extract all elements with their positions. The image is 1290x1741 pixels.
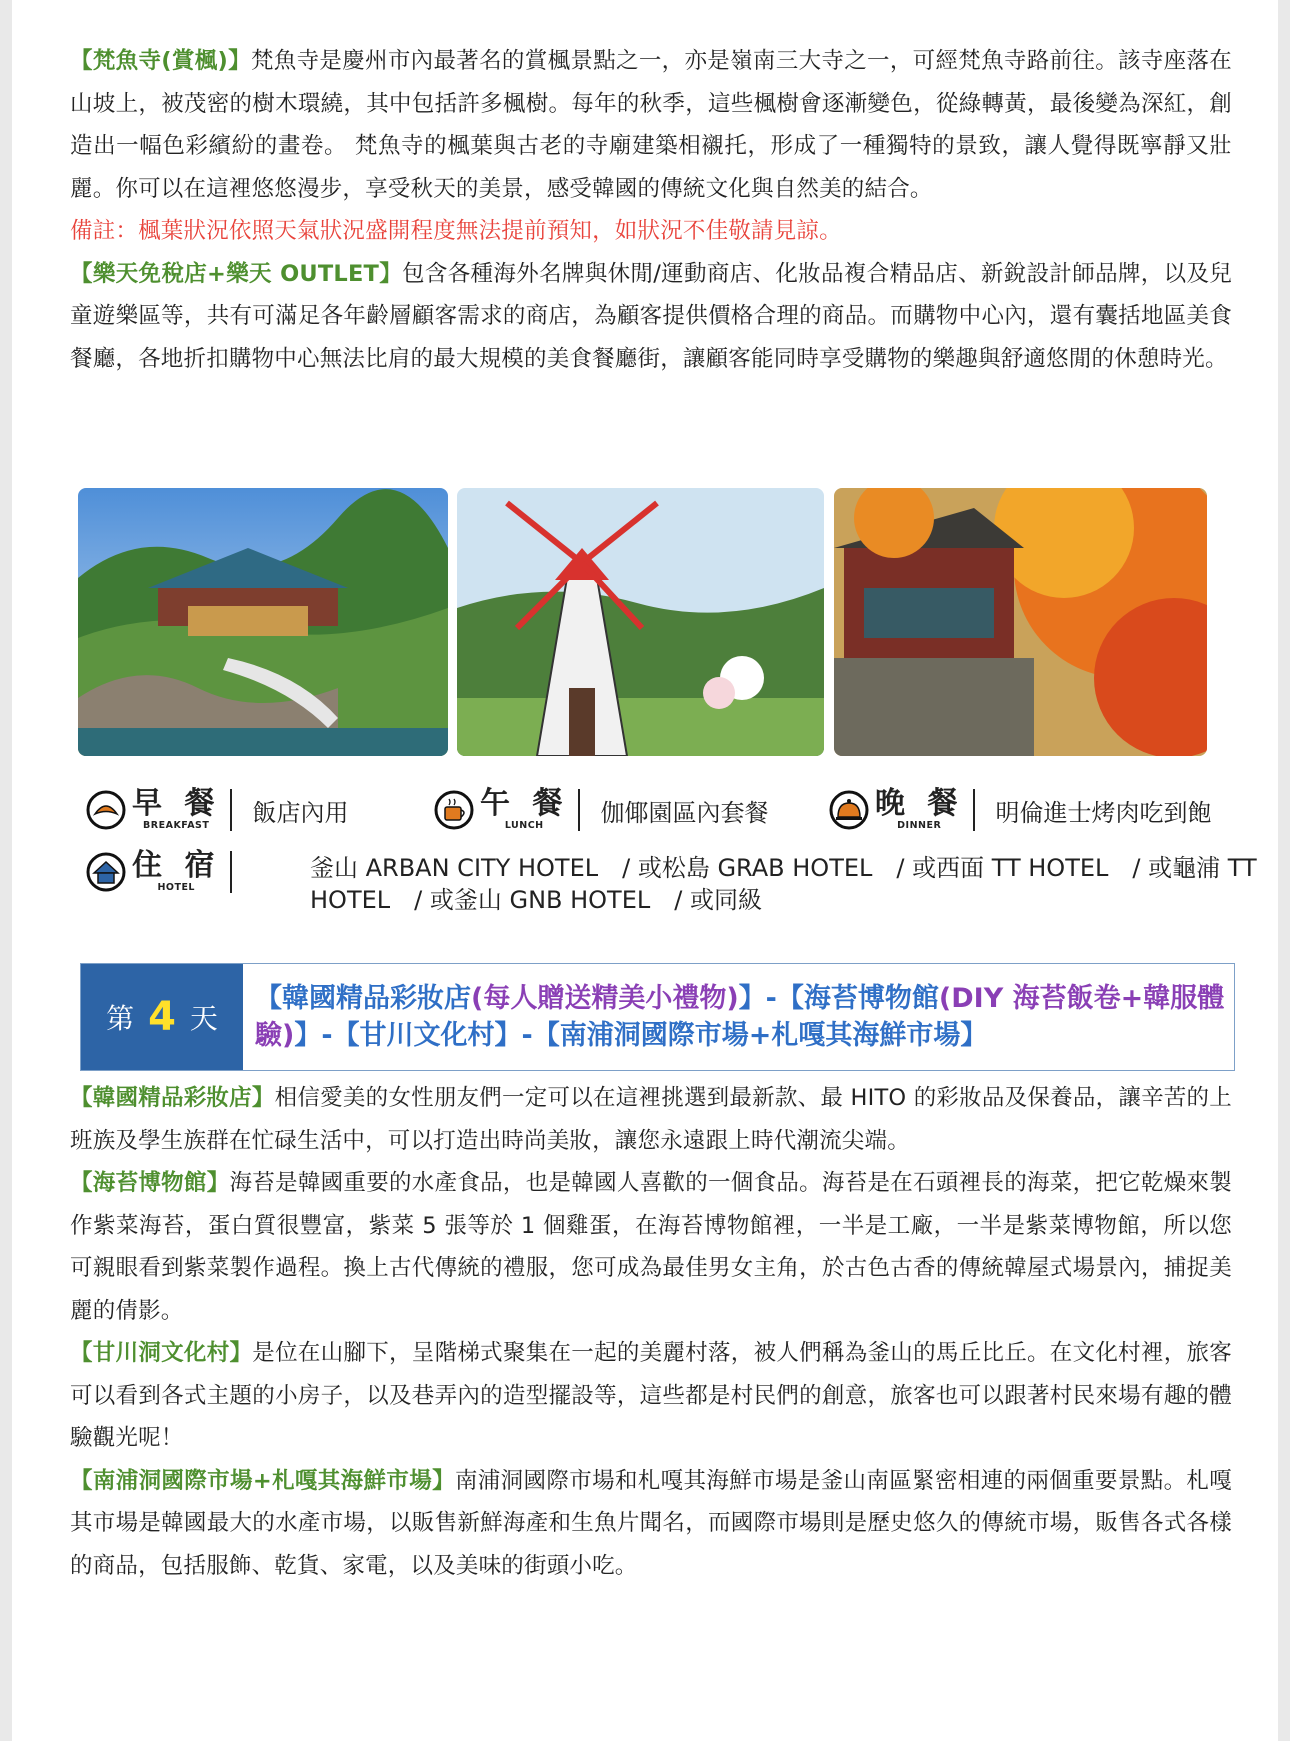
note-foliage: 備註：楓葉狀況依照天氣狀況盛開程度無法提前預知，如狀況不佳敬請見諒。 bbox=[70, 218, 842, 244]
paragraph-gamcheon bbox=[70, 1332, 1232, 1460]
dinner-row bbox=[829, 788, 1211, 832]
day-title bbox=[255, 980, 1227, 1054]
divider bbox=[230, 789, 232, 831]
breakfast-row bbox=[86, 788, 348, 832]
paragraph-lotte bbox=[70, 253, 1232, 381]
tag-lotte: 【樂天免稅店+樂天 OUTLET】 bbox=[70, 260, 403, 287]
day-banner bbox=[80, 963, 1235, 1071]
paragraph-cosmetics bbox=[70, 1077, 1232, 1162]
photo-autumn-temple bbox=[834, 488, 1207, 756]
paragraph-beomeosa bbox=[70, 40, 1232, 210]
meals-section bbox=[74, 786, 1257, 928]
hotel-text: 釜山 ARBAN CITY HOTEL / 或松島 GRAB HOTEL / 或西面 TT HOTEL / 或龜浦 TT HOTEL / 或釜山 GNB HOTEL / 或同級 bbox=[310, 854, 1257, 914]
hotel-badge bbox=[86, 850, 220, 894]
photo-strip bbox=[78, 488, 1226, 758]
lunch-title: 午 餐 bbox=[480, 786, 569, 821]
coffee-cup-icon bbox=[434, 790, 474, 830]
photo-windmill bbox=[457, 488, 824, 756]
divider bbox=[230, 851, 232, 893]
breakfast-en: BREAKFAST bbox=[143, 820, 210, 831]
house-icon bbox=[86, 852, 126, 892]
dinner-title: 晚 餐 bbox=[875, 786, 964, 821]
hotel-title: 住 宿 bbox=[132, 848, 221, 883]
hotel-row bbox=[86, 850, 252, 894]
intro-section bbox=[70, 40, 1232, 380]
divider bbox=[973, 789, 975, 831]
text-market: 南浦洞國際市場和札嘎其海鮮市場是釜山南區緊密相連的兩個重要景點。札嘎其市場是韓國最大的水產市場，以販售新鮮海產和生魚片聞名，而國際市場則是歷史悠久的傳統市場，販售各式各樣的商品，包括服飾、乾貨、家電，以及美味的街頭小吃。 bbox=[70, 1467, 1232, 1579]
lunch-row bbox=[434, 788, 768, 832]
day-title-part1: 【韓國精品彩妝店 bbox=[255, 983, 471, 1014]
tag-beomeosa: 【梵魚寺(賞楓)】 bbox=[70, 48, 251, 74]
text-seaweed: 海苔是韓國重要的水產食品，也是韓國人喜歡的一個食品。海苔是在石頭裡長的海菜，把它乾燥來製作紫菜海苔，蛋白質很豐富，紫菜 5 張等於 1 個雞蛋，在海苔博物館裡，一半是工廠，一半是紫菜博物館，所以您可親眼看到紫菜製作過程。換上古代傳統的禮服，您可成為最佳男女主角，於古色古香的傳統韓屋式場景內，捕捉美麗的倩影。 bbox=[70, 1170, 1232, 1324]
paragraph-seaweed bbox=[70, 1162, 1232, 1332]
breakfast-text: 飯店內用 bbox=[252, 798, 349, 827]
day-title-gift: (每人贈送精美小禮物) bbox=[471, 983, 739, 1014]
lunch-en: LUNCH bbox=[504, 820, 544, 831]
day-title-part3: 】-【甘川文化村】-【南浦洞國際市場+札嘎其海鮮市場】 bbox=[294, 1020, 988, 1051]
tag-gamcheon: 【甘川洞文化村】 bbox=[70, 1340, 253, 1366]
dinner-badge bbox=[829, 788, 963, 832]
cloche-icon bbox=[829, 790, 869, 830]
day-title-diy: (DIY 海苔飯卷+韓服體驗) bbox=[255, 983, 1225, 1051]
tag-cosmetics: 【韓國精品彩妝店】 bbox=[70, 1085, 275, 1111]
day-number: 4 bbox=[148, 994, 176, 1040]
text-beomeosa: 梵魚寺是慶州市內最著名的賞楓景點之一，亦是嶺南三大寺之一，可經梵魚寺路前往。該寺座落在山坡上，被茂密的樹木環繞，其中包括許多楓樹。每年的秋季，這些楓樹會逐漸變色，從綠轉黃，最後變為深紅，創造出一幅色彩繽紛的畫卷。 梵魚寺的楓葉與古老的寺廟建築相襯托，形成了一種獨特的景致，讓人覺得既寧靜又壯麗。你可以在這裡悠悠漫步，享受秋天的美景，感受韓國的傳統文化與自然美的結合。 bbox=[70, 48, 1232, 202]
lunch-badge bbox=[434, 788, 568, 832]
croissant-icon bbox=[86, 790, 126, 830]
day-suffix: 天 bbox=[189, 1002, 218, 1035]
divider bbox=[578, 789, 580, 831]
day-title-part2: 】-【海苔博物館 bbox=[738, 983, 939, 1014]
paragraph-market bbox=[70, 1460, 1232, 1588]
document-page bbox=[12, 0, 1278, 1741]
hotel-en: HOTEL bbox=[157, 882, 195, 893]
tag-market: 【南浦洞國際市場+札嘎其海鮮市場】 bbox=[70, 1467, 455, 1494]
dinner-en: DINNER bbox=[897, 820, 942, 831]
text-cosmetics: 相信愛美的女性朋友們一定可以在這裡挑選到最新款、最 HITO 的彩妝品及保養品，讓辛苦的上班族及學生族群在忙碌生活中，可以打造出時尚美妝，讓您永遠跟上時代潮流尖端。 bbox=[70, 1085, 1232, 1154]
text-gamcheon: 是位在山腳下，呈階梯式聚集在一起的美麗村落，被人們稱為釜山的馬丘比丘。在文化村裡，旅客可以看到各式主題的小房子，以及巷弄內的造型擺設等，這些都是村民們的創意，旅客也可以跟著村民來場有趣的體驗觀光呢！ bbox=[70, 1340, 1232, 1451]
text-lotte: 包含各種海外名牌與休閒/運動商店、化妝品複合精品店、新銳設計師品牌，以及兒童遊樂區等，共有可滿足各年齡層顧客需求的商店，為顧客提供價格合理的商品。而購物中心內，還有囊括地區美食餐廳，各地折扣購物中心無法比肩的最大規模的美食餐廳街，讓顧客能同時享受購物的樂趣與舒適悠閒的休憩時光。 bbox=[70, 260, 1232, 372]
photo-temple-coast bbox=[78, 488, 448, 756]
tag-seaweed: 【海苔博物館】 bbox=[70, 1170, 230, 1196]
day-prefix: 第 bbox=[106, 1002, 135, 1035]
day-label bbox=[81, 964, 243, 1070]
breakfast-title: 早 餐 bbox=[132, 786, 221, 821]
breakfast-badge bbox=[86, 788, 220, 832]
day4-section bbox=[70, 1077, 1232, 1587]
dinner-text: 明倫進士烤肉吃到飽 bbox=[995, 798, 1212, 827]
lunch-text: 伽倻園區內套餐 bbox=[600, 798, 769, 827]
